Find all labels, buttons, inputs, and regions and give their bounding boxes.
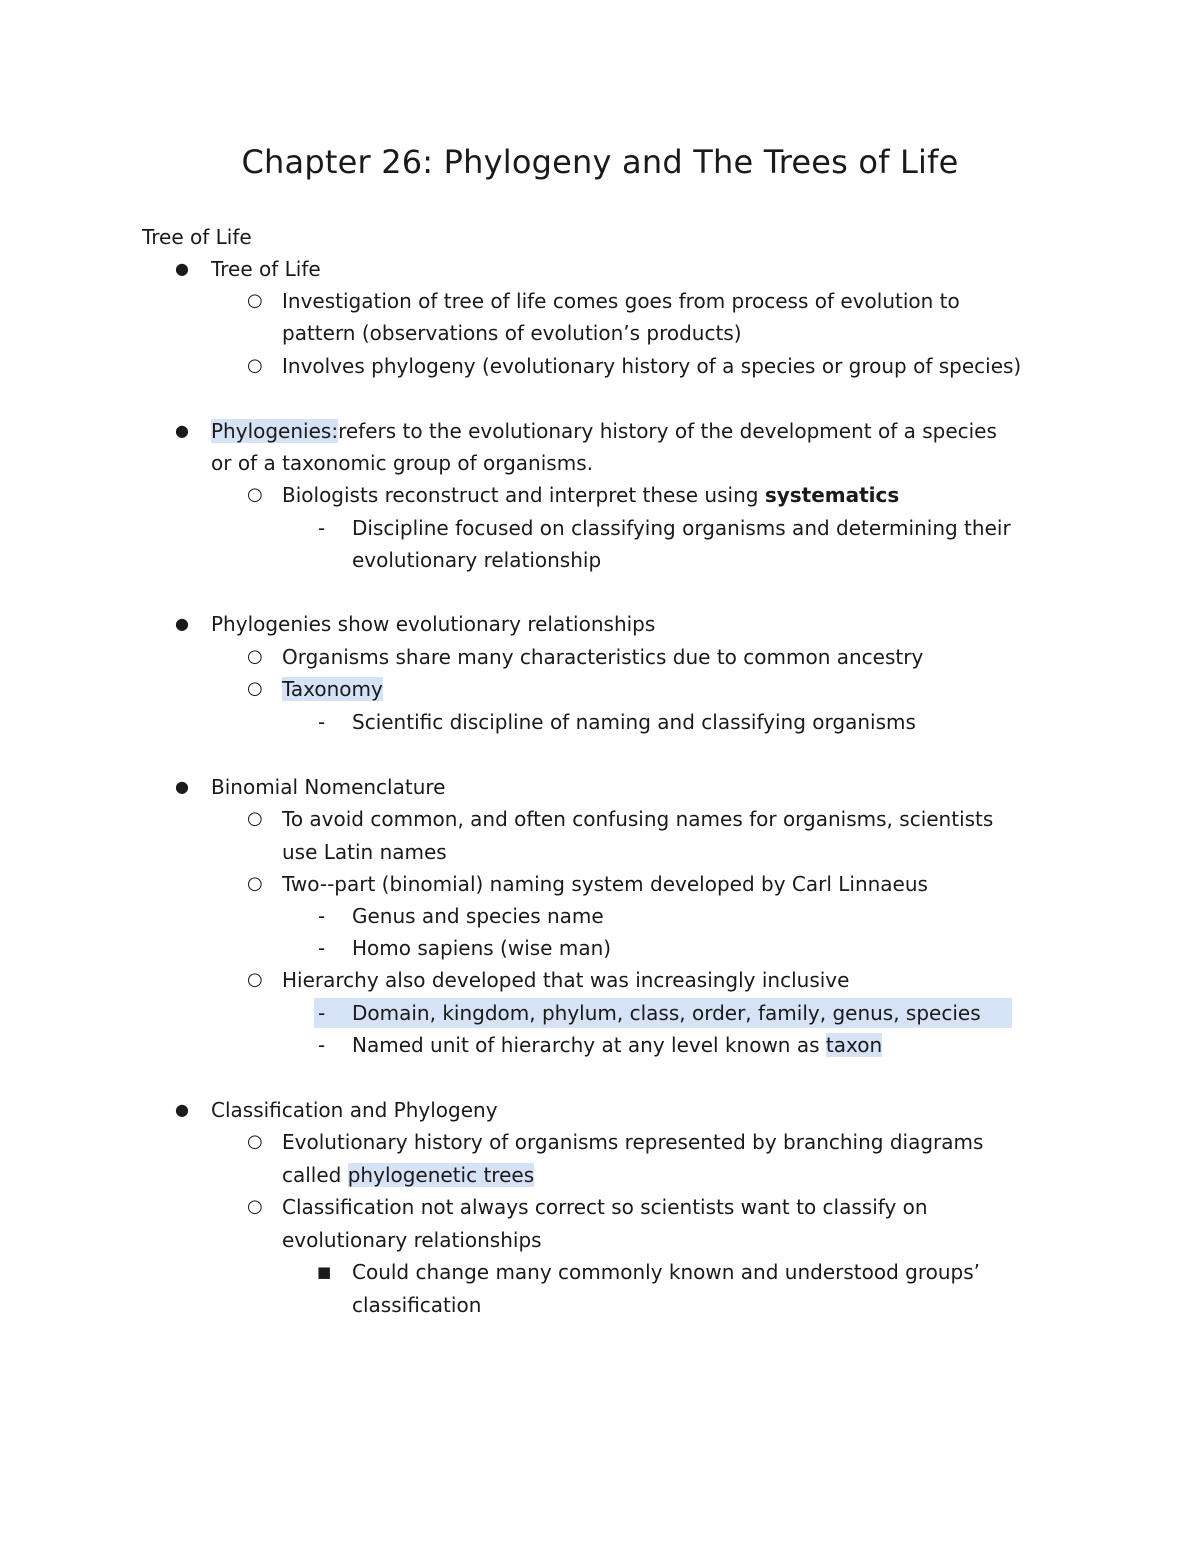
- bullet-disc: ●: [175, 421, 189, 440]
- highlighted-term: taxon: [825, 1033, 883, 1057]
- bullet-circle: ○: [247, 290, 263, 311]
- list-item-continuation: or of a taxonomic group of organisms.: [211, 451, 593, 475]
- list-item: [352, 1029, 882, 1061]
- list-item: Discipline focused on classifying organisms and determining their: [352, 516, 1011, 540]
- list-item: Organisms share many characteristics due to common ancestry: [282, 645, 924, 669]
- list-item-continuation: use Latin names: [282, 840, 447, 864]
- list-item: Genus and species name: [352, 904, 604, 928]
- list-item-continuation: evolutionary relationship: [352, 548, 602, 572]
- bullet-disc: ●: [175, 614, 189, 633]
- list-item: Involves phylogeny (evolutionary history of a species or group of species): [282, 354, 1022, 378]
- list-item: [282, 479, 899, 511]
- bullet-disc: ●: [175, 259, 189, 278]
- list-item: Binomial Nomenclature: [211, 775, 446, 799]
- bullet-circle: ○: [247, 1196, 263, 1217]
- list-item: Scientific discipline of naming and classifying organisms: [352, 710, 916, 734]
- bold-term: systematics: [764, 483, 900, 507]
- list-item: Could change many commonly known and understood groups’: [352, 1260, 981, 1284]
- list-item-text: Biologists reconstruct and interpret these using: [282, 483, 765, 507]
- section-heading: Tree of Life: [142, 225, 252, 249]
- bullet-dash: -: [318, 710, 326, 734]
- list-item: [211, 415, 997, 447]
- bullet-circle: ○: [247, 1131, 263, 1152]
- bullet-dash: -: [318, 1033, 326, 1057]
- bullet-circle: ○: [247, 969, 263, 990]
- list-item-continuation: pattern (observations of evolution’s products): [282, 321, 742, 345]
- bullet-disc: ●: [175, 777, 189, 796]
- list-item: Investigation of tree of life comes goes from process of evolution to: [282, 289, 960, 313]
- bullet-circle: ○: [247, 646, 263, 667]
- list-item: Phylogenies show evolutionary relationships: [211, 612, 656, 636]
- list-item-text: refers to the evolutionary history of the development of a species: [338, 419, 997, 443]
- bullet-dash: -: [318, 936, 326, 960]
- highlighted-term: Phylogenies:: [211, 419, 339, 443]
- bullet-dash: -: [318, 1001, 326, 1025]
- list-item: Hierarchy also developed that was increasingly inclusive: [282, 968, 850, 992]
- list-item: [282, 673, 383, 705]
- list-item-continuation: [282, 1159, 534, 1191]
- list-item: Classification and Phylogeny: [211, 1098, 498, 1122]
- page-title: Chapter 26: Phylogeny and The Trees of Life: [241, 143, 959, 181]
- list-item: Evolutionary history of organisms represented by branching diagrams: [282, 1130, 984, 1154]
- bullet-circle: ○: [247, 873, 263, 894]
- bullet-square: ■: [317, 1263, 332, 1281]
- list-item: Classification not always correct so scientists want to classify on: [282, 1195, 928, 1219]
- bullet-dash: -: [318, 516, 326, 540]
- list-item: Two--part (binomial) naming system developed by Carl Linnaeus: [282, 872, 928, 896]
- bullet-circle: ○: [247, 678, 263, 699]
- bullet-circle: ○: [247, 808, 263, 829]
- bullet-dash: -: [318, 904, 326, 928]
- bullet-disc: ●: [175, 1100, 189, 1119]
- highlighted-term: phylogenetic trees: [347, 1163, 535, 1187]
- list-item: Homo sapiens (wise man): [352, 936, 612, 960]
- list-item-text: Named unit of hierarchy at any level known as: [352, 1033, 826, 1057]
- list-item-text: called: [282, 1163, 348, 1187]
- bullet-circle: ○: [247, 355, 263, 376]
- list-item-continuation: classification: [352, 1293, 482, 1317]
- list-item-continuation: evolutionary relationships: [282, 1228, 542, 1252]
- list-item: To avoid common, and often confusing names for organisms, scientists: [282, 807, 994, 831]
- bullet-circle: ○: [247, 484, 263, 505]
- list-item: Domain, kingdom, phylum, class, order, family, genus, species: [352, 1001, 981, 1025]
- highlighted-term: Taxonomy: [282, 677, 383, 701]
- list-item: Tree of Life: [211, 257, 321, 281]
